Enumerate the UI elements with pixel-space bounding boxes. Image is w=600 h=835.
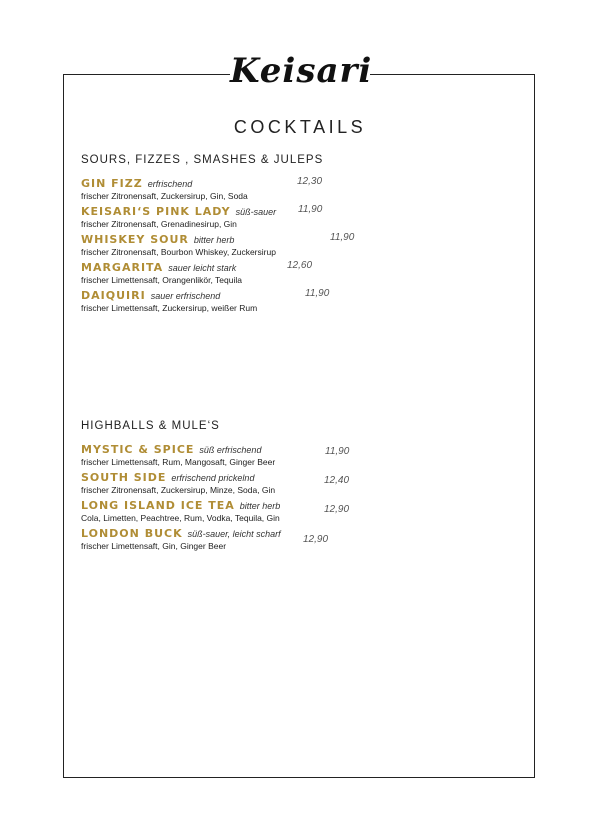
- section-heading-sours: SOURS, FIZZES , SMASHES & JULEPS: [81, 154, 324, 166]
- item-price: 12,60: [287, 260, 313, 271]
- item-name: WHISKEY SOUR: [81, 233, 189, 246]
- brand-wordmark: Keisari: [230, 51, 373, 91]
- menu-item: [81, 176, 323, 201]
- item-price: 11,90: [325, 446, 350, 457]
- menu-item: [81, 442, 350, 467]
- item-ingredients: frischer Limettensaft, Rum, Mangosaft, Ginger Beer: [81, 457, 276, 467]
- item-name: SOUTH SIDE: [81, 471, 167, 484]
- logo: [230, 46, 373, 96]
- item-description: erfrischend: [147, 179, 193, 189]
- item-price: 12,90: [303, 534, 329, 545]
- menu-item: [81, 288, 330, 313]
- item-ingredients: frischer Zitronensaft, Grenadinesirup, Gin: [81, 219, 237, 229]
- menu-item: [81, 526, 329, 551]
- item-ingredients: frischer Limettensaft, Orangenlikör, Tequila: [81, 275, 242, 285]
- item-description: erfrischend prickelnd: [171, 473, 255, 483]
- item-description: süß-sauer: [235, 207, 277, 217]
- menu-item: [81, 498, 350, 523]
- item-name: MYSTIC & SPICE: [81, 443, 195, 456]
- menu-item: [81, 470, 350, 495]
- item-ingredients: Cola, Limetten, Peachtree, Rum, Vodka, Tequila, Gin: [81, 513, 280, 523]
- item-ingredients: frischer Limettensaft, Zuckersirup, weißer Rum: [81, 303, 258, 313]
- item-name: LONG ISLAND ICE TEA: [81, 499, 235, 512]
- item-price: 11,90: [305, 288, 330, 299]
- item-description: sauer leicht stark: [168, 263, 237, 273]
- item-name: MARGARITA: [81, 261, 164, 274]
- item-description: bitter herb: [239, 501, 281, 511]
- item-description: süß erfrischend: [199, 445, 262, 455]
- item-description: bitter herb: [193, 235, 235, 245]
- item-ingredients: frischer Zitronensaft, Zuckersirup, Gin, Soda: [81, 191, 248, 201]
- item-name: GIN FIZZ: [81, 177, 143, 190]
- menu-item: [81, 204, 323, 229]
- item-name: DAIQUIRI: [81, 289, 146, 302]
- item-price: 11,90: [330, 232, 355, 243]
- item-price: 12,40: [324, 475, 350, 486]
- item-description: sauer erfrischend: [150, 291, 221, 301]
- item-name: LONDON BUCK: [81, 527, 183, 540]
- menu-item: [81, 260, 313, 285]
- item-price: 12,30: [297, 176, 323, 187]
- menu-item: [81, 232, 355, 257]
- item-name: KEISARI‘S PINK LADY: [81, 205, 231, 218]
- page-title: COCKTAILS: [233, 117, 367, 137]
- item-ingredients: frischer Zitronensaft, Bourbon Whiskey, Zuckersirup: [81, 247, 276, 257]
- section-heading-highballs: HIGHBALLS & MULE‘S: [81, 420, 220, 432]
- item-price: 11,90: [298, 204, 323, 215]
- item-price: 12,90: [324, 504, 350, 515]
- item-ingredients: frischer Zitronensaft, Zuckersirup, Minze, Soda, Gin: [81, 485, 276, 495]
- item-ingredients: frischer Limettensaft, Gin, Ginger Beer: [81, 541, 227, 551]
- item-description: süß-sauer, leicht scharf: [187, 529, 281, 539]
